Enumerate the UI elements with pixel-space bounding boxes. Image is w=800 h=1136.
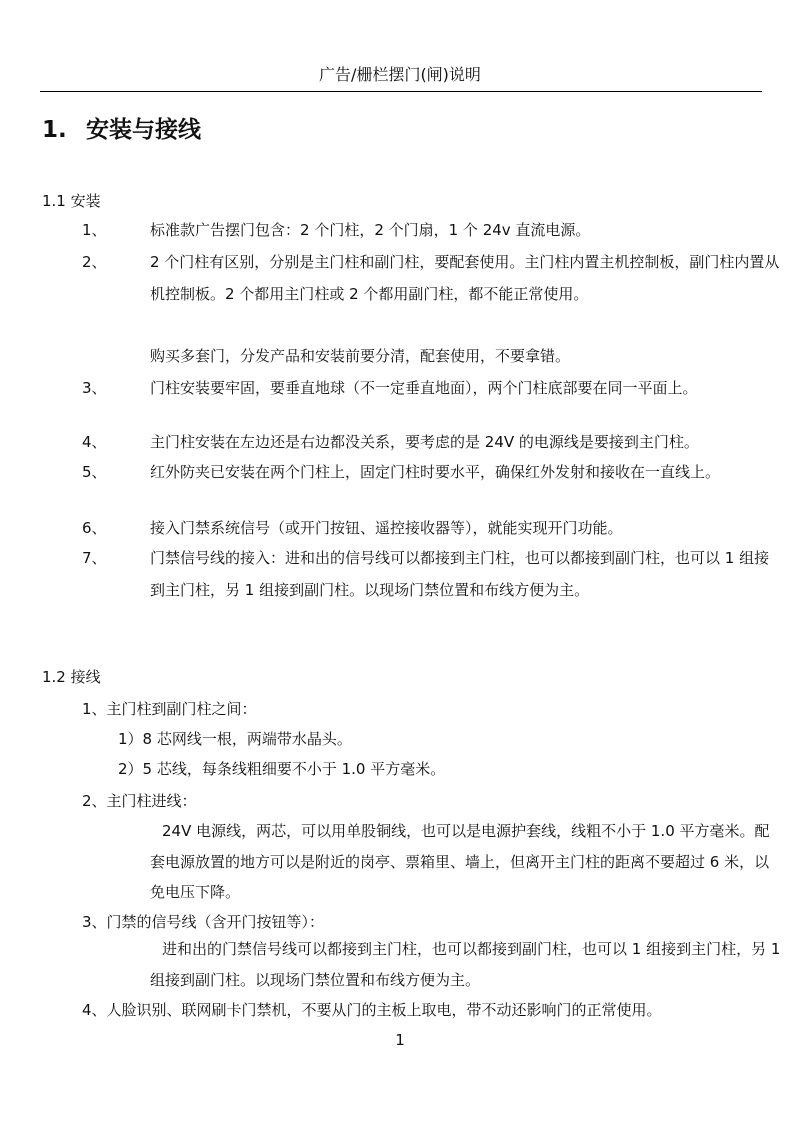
- item-text: 红外防夹已安装在两个门柱上，固定门柱时要水平，确保红外发射和接收在一直线上。: [150, 463, 721, 481]
- wiring-item-1-b: 2）5 芯线，每条线粗细要不小于 1.0 平方毫米。: [118, 760, 446, 778]
- section-title: 安装与接线: [86, 117, 201, 143]
- wiring-item-2-title: 2、主门柱进线：: [82, 792, 197, 810]
- item-text: 2 个门柱有区别，分别是主门柱和副门柱，要配套使用。主门柱内置主机控制板，副门柱内置从机控制板。2 个都用主门柱或 2 个都用副门柱，都不能正常使用。: [150, 253, 780, 303]
- item-text: 标准款广告摆门包含：2 个门柱，2 个门扇，1 个 24v 直流电源。: [150, 221, 591, 239]
- item-number: 5、: [82, 463, 107, 481]
- install-item-4: [82, 427, 782, 459]
- item-number: 2、: [82, 253, 107, 271]
- item-number: 1、: [82, 221, 107, 239]
- item-number: 4、: [82, 433, 107, 451]
- install-item-2: [82, 247, 782, 310]
- page-header-title: 广告/栅栏摆门(闸)说明: [319, 65, 481, 84]
- wiring-item-2-text: 24V 电源线，两芯，可以用单股铜线，也可以是电源护套线，线粗不小于 1.0 平方毫米。配套电源放置的地方可以是附近的岗亭、票箱里、墙上，但离开主门柱的距离不要超过 6 米，以免电压下降。: [150, 822, 770, 901]
- item-number: 3、: [82, 379, 107, 397]
- install-item-6: [82, 513, 782, 545]
- section-heading: [42, 114, 201, 146]
- install-note: 购买多套门，分发产品和安装前要分清，配套使用，不要拿错。: [150, 347, 571, 365]
- wiring-item-4-title: 4、人脸识别、联网刷卡门禁机，不要从门的主板上取电，带不动还影响门的正常使用。: [82, 1001, 662, 1019]
- install-item-1: [82, 215, 782, 247]
- item-number: 6、: [82, 519, 107, 537]
- item-text: 接入门禁系统信号（或开门按钮、遥控接收器等），就能实现开门功能。: [150, 519, 623, 537]
- item-text: 主门柱安装在左边还是右边都没关系，要考虑的是 24V 的电源线是要接到主门柱。: [150, 433, 699, 451]
- wiring-item-3-text: 进和出的门禁信号线可以都接到主门柱，也可以都接到副门柱，也可以 1 组接到主门柱，另 1 组接到副门柱。以现场门禁位置和布线方便为主。: [150, 940, 781, 989]
- item-text: 门柱安装要牢固，要垂直地球（不一定垂直地面），两个门柱底部要在同一平面上。: [150, 379, 698, 397]
- item-number: 7、: [82, 549, 107, 567]
- wiring-item-1-a: 1）8 芯网线一根，两端带水晶头。: [118, 730, 352, 748]
- install-item-5: [82, 457, 782, 489]
- wiring-heading: 1.2 接线: [42, 668, 101, 686]
- install-heading: 1.1 安装: [42, 192, 101, 210]
- wiring-item-1-title: 1、主门柱到副门柱之间：: [82, 700, 257, 718]
- install-item-7: [82, 543, 782, 606]
- item-text: 门禁信号线的接入：进和出的信号线可以都接到主门柱，也可以都接到副门柱，也可以 1 组接到主门柱，另 1 组接到副门柱。以现场门禁位置和布线方便为主。: [150, 549, 770, 599]
- wiring-item-3-title: 3、门禁的信号线（含开门按钮等）：: [82, 913, 325, 931]
- install-item-3: [82, 373, 782, 405]
- section-number: 1.: [42, 117, 67, 143]
- header-divider: [40, 91, 762, 92]
- page-number: 1: [395, 1031, 405, 1049]
